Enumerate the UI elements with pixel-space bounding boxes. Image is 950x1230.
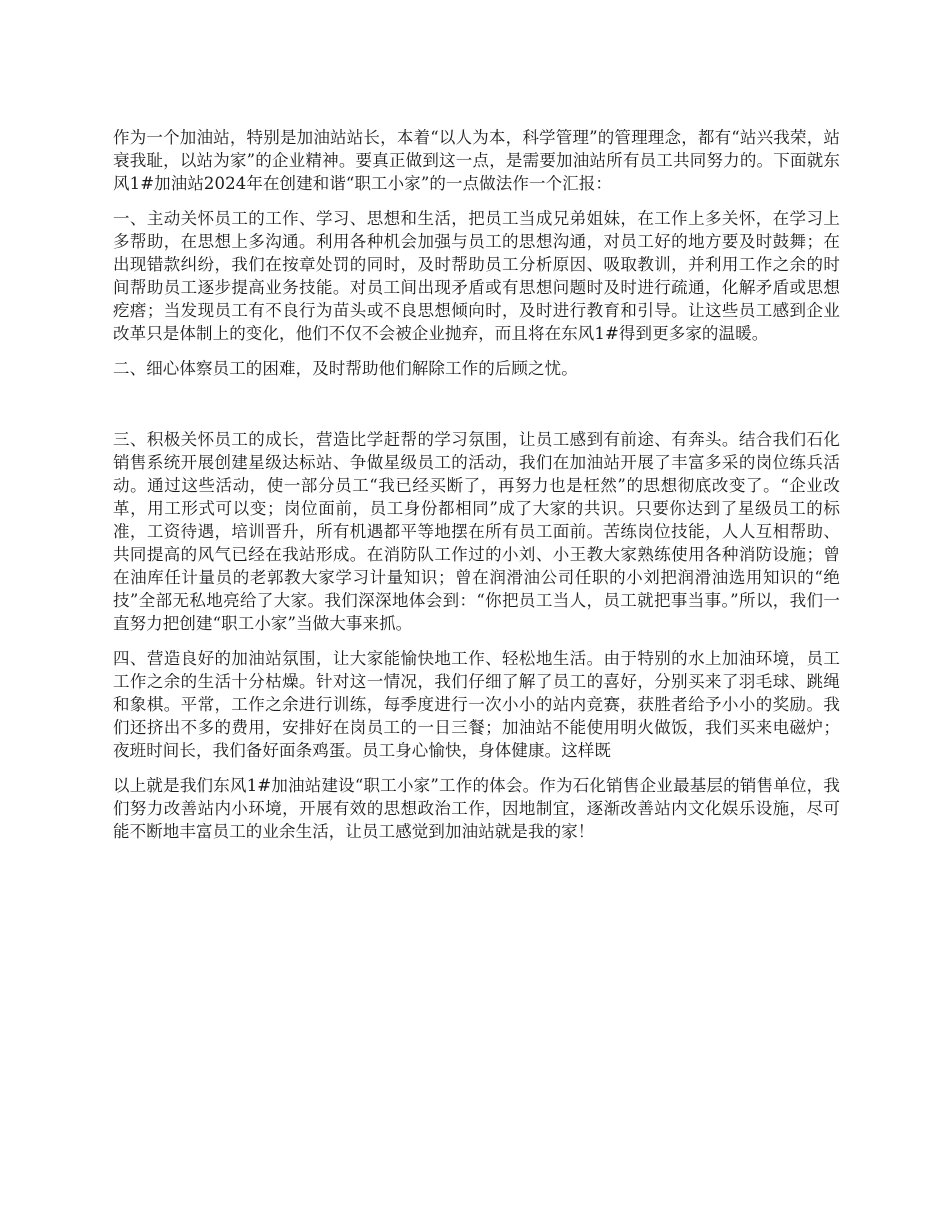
- paragraph-conclusion: 以上就是我们东风1#加油站建设“职工小家”工作的体会。作为石化销售企业最基层的销售单位，我们努力改善站内小环境，开展有效的思想政治工作，因地制宜，逐渐改善站内文化娱乐设施，尽可能不断地丰富员工的业余生活，让员工感觉到加油站就是我的家！: [113, 776, 840, 841]
- paragraph-section-one: 一、主动关怀员工的工作、学习、思想和生活，把员工当成兄弟姐妹，在工作上多关怀，在学习上多帮助，在思想上多沟通。利用各种机会加强与员工的思想沟通，对员工好的地方要及时鼓舞；在出现错款纠纷，我们在按章处罚的同时，及时帮助员工分析原因、吸取教训，并利用工作之余的时间帮助员工逐步提高业务技能。对员工间出现矛盾或有思想问题时及时进行疏通，化解矛盾或思想疙瘩；当发现员工有不良行为苗头或不良思想倾向时，及时进行教育和引导。让这些员工感到企业改革只是体制上的变化，他们不仅不会被企业抛弃，而且将在东风1#得到更多家的温暖。: [113, 209, 840, 343]
- paragraph-intro: 作为一个加油站，特别是加油站站长，本着“以人为本，科学管理”的管理理念，都有“站兴我荣，站衰我耻，以站为家”的企业精神。要真正做到这一点，是需要加油站所有员工共同努力的。下面就东风1#加油站2024年在创建和谐“职工小家”的一点做法作一个汇报：: [113, 128, 840, 193]
- paragraph-section-two: 二、细心体察员工的困难，及时帮助他们解除工作的后顾之忧。: [113, 359, 578, 378]
- document-body: [113, 126, 840, 843]
- paragraph-section-four: 四、营造良好的加油站氛围，让大家能愉快地工作、轻松地生活。由于特别的水上加油环境，员工工作之余的生活十分枯燥。针对这一情况，我们仔细了解了员工的喜好，分别买来了羽毛球、跳绳和象棋。平常，工作之余进行训练，每季度进行一次小小的站内竞赛，获胜者给予小小的奖励。我们还挤出不多的费用，安排好在岗员工的一日三餐；加油站不能使用明火做饭，我们买来电磁炉；夜班时间长，我们备好面条鸡蛋。员工身心愉快，身体健康。这样既: [113, 649, 840, 760]
- paragraph-section-three: 三、积极关怀员工的成长，营造比学赶帮的学习氛围，让员工感到有前途、有奔头。结合我们石化销售系统开展创建星级达标站、争做星级员工的活动，我们在加油站开展了丰富多采的岗位练兵活动。通过这些活动，使一部分员工“我已经买断了，再努力也是枉然”的思想彻底改变了。“企业改革，用工形式可以变；岗位面前，员工身份都相同”成了大家的共识。只要你达到了星级员工的标准，工资待遇，培训晋升，所有机遇都平等地摆在所有员工面前。苦练岗位技能，人人互相帮助、共同提高的风气已经在我站形成。在消防队工作过的小刘、小王教大家熟练使用各种消防设施；曾在油库任计量员的老郭教大家学习计量知识；曾在润滑油公司任职的小刘把润滑油选用知识的“绝技”全部无私地亮给了大家。我们深深地体会到：“你把员工当人，员工就把事当事。”所以，我们一直努力把创建“职工小家”当做大事来抓。: [113, 430, 840, 633]
